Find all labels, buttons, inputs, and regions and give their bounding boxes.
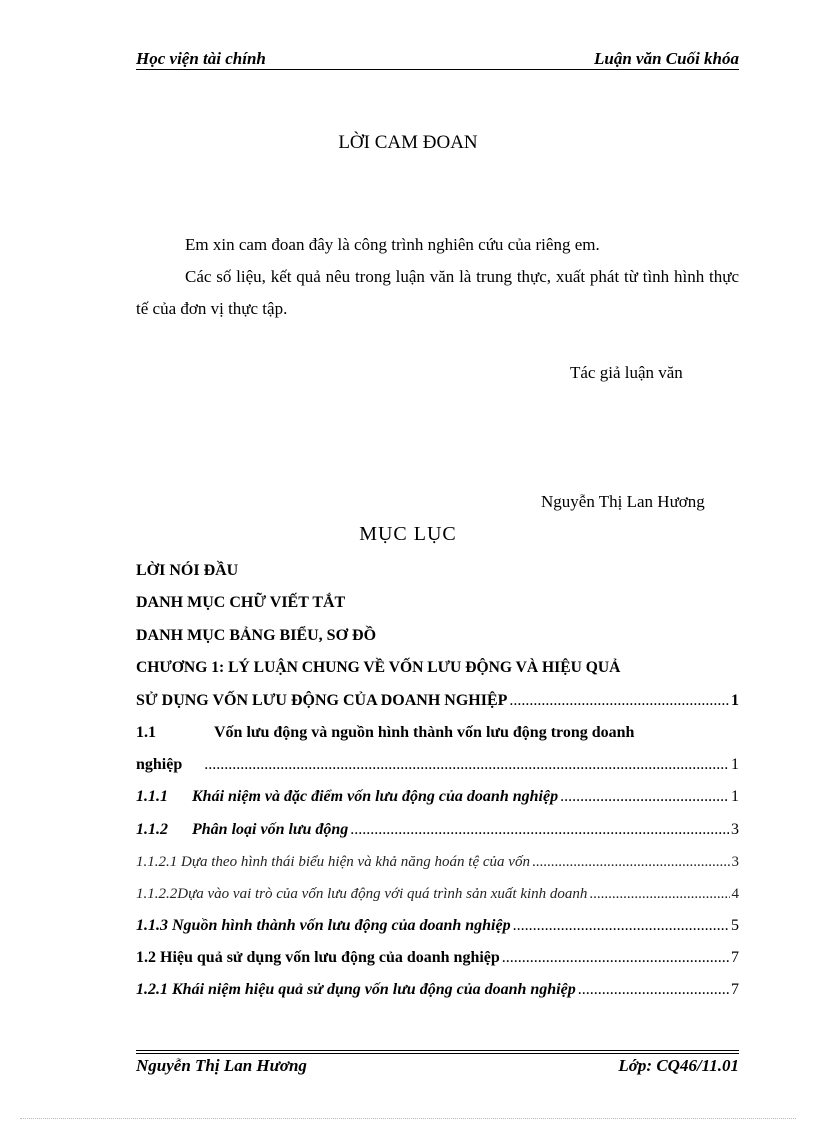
toc-item-1-1-2-1[interactable] (136, 850, 739, 874)
declaration-paragraph-1: Em xin cam đoan đây là công trình nghiên cứu của riêng em. (185, 235, 600, 254)
toc-item-text: 1.1.3 Nguồn hình thành vốn lưu động của doanh nghiệp (136, 917, 511, 934)
toc-item-chapter-1[interactable] (136, 656, 739, 680)
page-edge-line (20, 1118, 796, 1119)
toc-page-number: 3 (731, 854, 739, 870)
toc-item-1-1[interactable] (136, 721, 739, 745)
toc-item-text: 1.1.2.2Dựa vào vai trò của vốn lưu động với quá trình sản xuất kinh doanh (136, 886, 588, 902)
toc-leader-dots (513, 914, 729, 938)
toc-item-text: nghiệp (136, 756, 183, 773)
toc-page-number: 3 (731, 821, 739, 838)
page-header (136, 48, 739, 70)
footer-author: Nguyễn Thị Lan Hương (136, 1056, 307, 1075)
author-label: Tác giả luận văn (570, 363, 683, 382)
declaration-paragraph-2: Các số liệu, kết quả nêu trong luận văn là trung thực, xuất phát từ tình hình thực tế của đơn vị thực tập. (136, 267, 739, 318)
toc-section-number: 1.1.2 (136, 821, 168, 838)
header-divider (136, 69, 739, 70)
toc-item-1-2-1[interactable] (136, 978, 739, 1002)
toc-item-1-1-1[interactable] (136, 785, 739, 809)
header-document-type: Luận văn Cuối khóa (593, 49, 739, 68)
toc-item-text: LỜI NÓI ĐẦU (136, 562, 239, 579)
toc-page-number: 1 (731, 692, 739, 709)
toc-item-tables-figures[interactable] (136, 624, 739, 648)
toc-page-number: 7 (731, 949, 739, 966)
toc-leader-dots (560, 785, 729, 809)
toc-item-text: SỬ DỤNG VỐN LƯU ĐỘNG CỦA DOANH NGHIỆP (136, 692, 508, 709)
toc-page-number: 4 (731, 886, 739, 902)
toc-item-1-1-2[interactable] (136, 818, 739, 842)
toc-section-number: 1.1 (136, 724, 156, 741)
toc-page-number: 5 (731, 917, 739, 934)
footer-divider (136, 1050, 739, 1051)
toc-section-number: 1.1.1 (136, 788, 168, 805)
toc-page-number: 7 (731, 981, 739, 998)
toc-item-text: CHƯƠNG 1: LÝ LUẬN CHUNG VỀ VỐN LƯU ĐỘNG VÀ HIỆU QUẢ (136, 659, 621, 676)
toc-item-text: DANH MỤC CHỮ VIẾT TẮT (136, 594, 346, 611)
toc-item-text: Phân loại vốn lưu động (192, 821, 349, 838)
toc-page-number: 1 (731, 788, 739, 805)
toc-item-text: DANH MỤC BẢNG BIỂU, SƠ ĐỒ (136, 627, 377, 644)
toc-item-1-1-3[interactable] (136, 914, 739, 938)
header-institution: Học viện tài chính (136, 49, 266, 68)
toc-leader-dots (578, 978, 729, 1002)
toc-leader-dots (350, 818, 729, 842)
toc-leader-dots (509, 689, 729, 713)
toc-leader-dots (204, 753, 729, 777)
toc-item-chapter-1-cont[interactable] (136, 689, 739, 713)
toc-item-text: 1.2.1 Khái niệm hiệu quả sử dụng vốn lưu động của doanh nghiệp (136, 981, 576, 998)
toc-item-1-1-2-2[interactable] (136, 882, 739, 906)
footer-divider-double (136, 1053, 739, 1054)
toc-item-1-1-cont[interactable] (136, 753, 739, 777)
toc-leader-dots (589, 882, 729, 906)
page-footer (136, 1055, 739, 1077)
toc-page-number: 1 (731, 756, 739, 773)
toc-item-text: 1.2 Hiệu quả sử dụng vốn lưu động của doanh nghiệp (136, 949, 500, 966)
toc-leader-dots (532, 850, 730, 874)
author-name: Nguyễn Thị Lan Hương (541, 492, 705, 511)
toc-title: MỤC LỤC (359, 523, 457, 545)
footer-class: Lớp: CQ46/11.01 (618, 1056, 739, 1075)
toc-item-text: Vốn lưu động và nguồn hình thành vốn lưu động trong doanh (214, 724, 635, 741)
toc-leader-dots (502, 946, 729, 970)
toc-item-text: Khái niệm và đặc điểm vốn lưu động của doanh nghiệp (192, 788, 559, 805)
toc-item-text: 1.1.2.1 Dựa theo hình thái biểu hiện và khả năng hoán tệ của vốn (136, 854, 530, 870)
toc-item-preface[interactable] (136, 559, 739, 583)
toc-item-abbreviations[interactable] (136, 591, 739, 615)
toc-item-1-2[interactable] (136, 946, 739, 970)
declaration-title: LỜI CAM ĐOAN (338, 132, 478, 153)
